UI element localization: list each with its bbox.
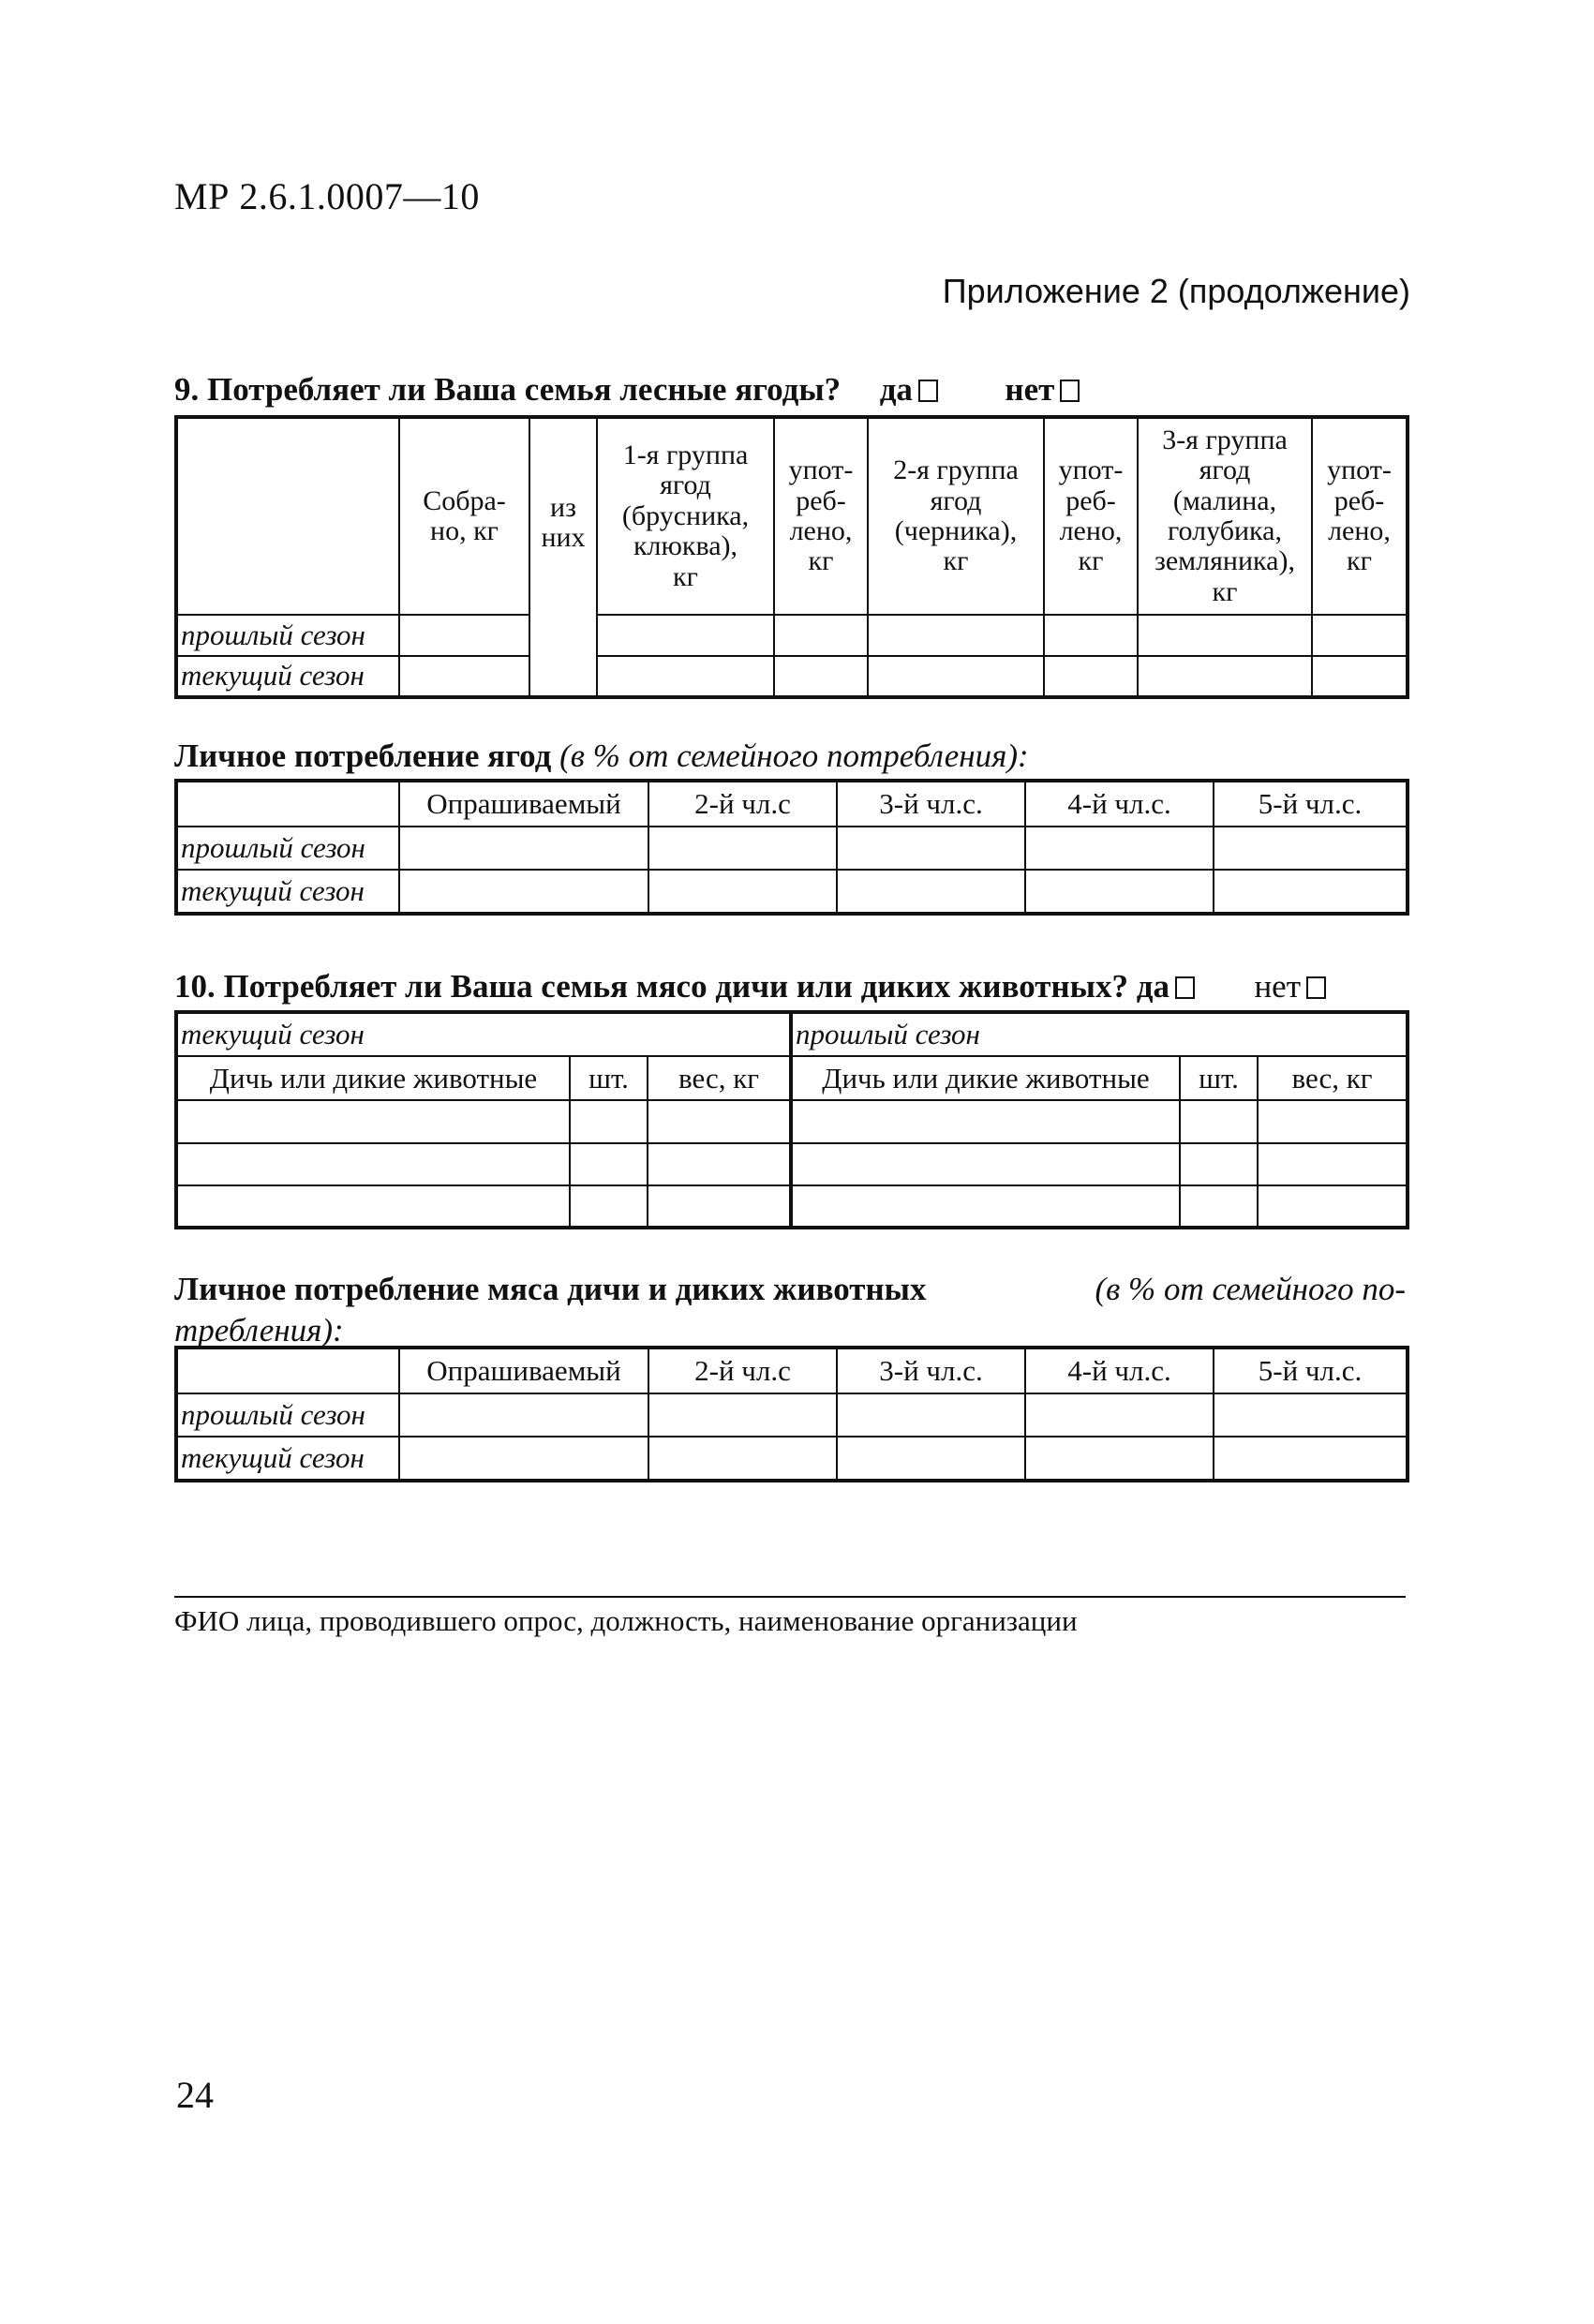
signature-caption: ФИО лица, проводившего опрос, должность, наименование организации — [174, 1604, 1078, 1637]
q9-cell-input[interactable] — [1044, 656, 1138, 697]
meat-personal-cell-input[interactable] — [399, 1393, 648, 1438]
meat-personal-cell-input[interactable] — [837, 1437, 1025, 1481]
berries-personal-col-member2: 2-й чл.с — [648, 781, 837, 827]
q10-cell-input[interactable] — [791, 1185, 1180, 1228]
meat-personal-row-label: текущий сезон — [176, 1437, 399, 1481]
q10-current-season-label: текущий сезон — [176, 1012, 791, 1056]
meat-personal-col-member4: 4-й чл.с. — [1025, 1348, 1214, 1393]
meat-personal-cell-input[interactable] — [648, 1393, 837, 1438]
q9-col-consumed3: упот- реб- лено, кг — [1312, 417, 1408, 615]
q9-col-collected: Собра- но, кг — [399, 417, 529, 615]
meat-personal-cell-input[interactable] — [1025, 1393, 1214, 1438]
meat-personal-col-empty — [176, 1348, 399, 1393]
q10-cell-input[interactable] — [570, 1143, 648, 1185]
q10-cell-input[interactable] — [648, 1185, 791, 1228]
q9-col-of-them: из них — [529, 417, 597, 697]
meat-personal-heading: Личное потребление мяса дичи и диких животных — [174, 1271, 927, 1307]
q10-last-season-label: прошлый сезон — [791, 1012, 1408, 1056]
berries-personal-cell-input[interactable] — [648, 827, 837, 871]
q10-cell-input[interactable] — [1258, 1100, 1408, 1142]
q9-row-current-season — [176, 656, 1408, 697]
q9-berries-table — [174, 415, 1409, 699]
meat-personal-cell-input[interactable] — [1025, 1437, 1214, 1481]
berries-personal-cell-input[interactable] — [837, 870, 1025, 914]
q10-col-weight: вес, кг — [648, 1056, 791, 1100]
document-code: МР 2.6.1.0007—10 — [174, 175, 480, 217]
q10-yes-label: да — [1136, 968, 1169, 1005]
q10-no-checkbox[interactable] — [1306, 976, 1326, 999]
q9-cell-input[interactable] — [597, 615, 774, 656]
q9-col-consumed2: упот- реб- лено, кг — [1044, 417, 1138, 615]
berries-personal-col-member5: 5-й чл.с. — [1214, 781, 1408, 827]
meat-personal-note-1: (в % от семейного по- — [1095, 1271, 1406, 1307]
q9-cell-input[interactable] — [1312, 615, 1408, 656]
q9-cell-input[interactable] — [868, 615, 1044, 656]
berries-personal-row-label: текущий сезон — [176, 870, 399, 914]
meat-personal-col-member3: 3-й чл.с. — [837, 1348, 1025, 1393]
berries-personal-col-empty — [176, 781, 399, 827]
q10-cell-input[interactable] — [648, 1143, 791, 1185]
meat-personal-cell-input[interactable] — [1214, 1437, 1408, 1481]
berries-personal-col-respondent: Опрашиваемый — [399, 781, 648, 827]
q9-cell-input[interactable] — [1138, 656, 1312, 697]
q10-col-count: шт. — [570, 1056, 648, 1100]
q9-yes-label: да — [879, 371, 913, 408]
berries-personal-cell-input[interactable] — [1025, 827, 1214, 871]
signature-line[interactable] — [174, 1596, 1406, 1598]
meat-personal-cell-input[interactable] — [1214, 1393, 1408, 1438]
page-number: 24 — [176, 2074, 214, 2116]
q9-no-checkbox[interactable] — [1060, 380, 1080, 402]
berries-personal-heading: Личное потребление ягод — [174, 737, 552, 774]
q10-cell-input[interactable] — [1180, 1185, 1258, 1228]
q9-row-label: текущий сезон — [176, 656, 399, 697]
berries-personal-note: (в % от семейного потребления): — [559, 737, 1029, 774]
meat-personal-col-member2: 2-й чл.с — [648, 1348, 837, 1393]
q10-col-game: Дичь или дикие животные — [176, 1056, 570, 1100]
q10-cell-input[interactable] — [648, 1100, 791, 1142]
q9-cell-input[interactable] — [868, 656, 1044, 697]
berries-personal-col-member3: 3-й чл.с. — [837, 781, 1025, 827]
berries-personal-cell-input[interactable] — [1214, 870, 1408, 914]
q10-cell-input[interactable] — [791, 1143, 1180, 1185]
berries-personal-table — [174, 779, 1409, 916]
q9-no-label: нет — [1005, 371, 1055, 408]
q10-col-game: Дичь или дикие животные — [791, 1056, 1180, 1100]
meat-personal-title — [174, 1269, 1406, 1351]
berries-personal-cell-input[interactable] — [399, 870, 648, 914]
q9-col-empty — [176, 417, 399, 615]
q10-cell-input[interactable] — [176, 1143, 570, 1185]
q10-no-label: нет — [1254, 968, 1302, 1005]
q10-col-count: шт. — [1180, 1056, 1258, 1100]
q9-col-group1: 1-я группа ягод (брусника, клюква), кг — [597, 417, 774, 615]
berries-personal-cell-input[interactable] — [1025, 870, 1214, 914]
q9-cell-input[interactable] — [774, 615, 868, 656]
q10-cell-input[interactable] — [570, 1100, 648, 1142]
meat-personal-row-label: прошлый сезон — [176, 1393, 399, 1438]
berries-personal-cell-input[interactable] — [648, 870, 837, 914]
q9-col-group3: 3-я группа ягод (малина, голубика, земляника), кг — [1138, 417, 1312, 615]
q9-row-last-season — [176, 615, 1408, 656]
q9-question: 9. Потребляет ли Ваша семья лесные ягоды? — [174, 371, 842, 408]
q10-cell-input[interactable] — [176, 1100, 570, 1142]
berries-personal-cell-input[interactable] — [399, 827, 648, 871]
meat-personal-col-respondent: Опрашиваемый — [399, 1348, 648, 1393]
berries-personal-row-label: прошлый сезон — [176, 827, 399, 871]
q10-cell-input[interactable] — [570, 1185, 648, 1228]
q10-cell-input[interactable] — [1180, 1100, 1258, 1142]
q9-cell-input[interactable] — [597, 656, 774, 697]
meat-personal-col-member5: 5-й чл.с. — [1214, 1348, 1408, 1393]
q9-cell-input[interactable] — [774, 656, 868, 697]
q9-row-label: прошлый сезон — [176, 615, 399, 656]
q9-title — [174, 371, 1080, 409]
q9-cell-input[interactable] — [399, 656, 529, 697]
berries-personal-cell-input[interactable] — [837, 827, 1025, 871]
q9-col-group2: 2-я группа ягод (черника), кг — [868, 417, 1044, 615]
berries-personal-col-member4: 4-й чл.с. — [1025, 781, 1214, 827]
meat-personal-cell-input[interactable] — [648, 1437, 837, 1481]
q10-game-table — [174, 1010, 1409, 1229]
q10-question: 10. Потребляет ли Ваша семья мясо дичи или диких животных? — [174, 968, 1128, 1005]
q9-cell-input[interactable] — [1044, 615, 1138, 656]
q9-col-consumed1: упот- реб- лено, кг — [774, 417, 868, 615]
meat-personal-table — [174, 1346, 1409, 1482]
q9-cell-input[interactable] — [1138, 615, 1312, 656]
q10-cell-input[interactable] — [1180, 1143, 1258, 1185]
q10-title — [174, 968, 1326, 1006]
berries-personal-title — [174, 737, 1029, 775]
q10-cell-input[interactable] — [176, 1185, 570, 1228]
meat-personal-cell-input[interactable] — [837, 1393, 1025, 1438]
q10-yes-checkbox[interactable] — [1175, 976, 1195, 999]
meat-personal-cell-input[interactable] — [399, 1437, 648, 1481]
q10-cell-input[interactable] — [1258, 1143, 1408, 1185]
appendix-label: Приложение 2 (продолжение) — [942, 272, 1410, 310]
meat-personal-note-2: требления): — [174, 1312, 344, 1348]
q10-cell-input[interactable] — [1258, 1185, 1408, 1228]
q9-yes-checkbox[interactable] — [918, 380, 938, 402]
q10-col-weight: вес, кг — [1258, 1056, 1408, 1100]
q10-cell-input[interactable] — [791, 1100, 1180, 1142]
q9-cell-input[interactable] — [399, 615, 529, 656]
q9-cell-input[interactable] — [1312, 656, 1408, 697]
berries-personal-cell-input[interactable] — [1214, 827, 1408, 871]
